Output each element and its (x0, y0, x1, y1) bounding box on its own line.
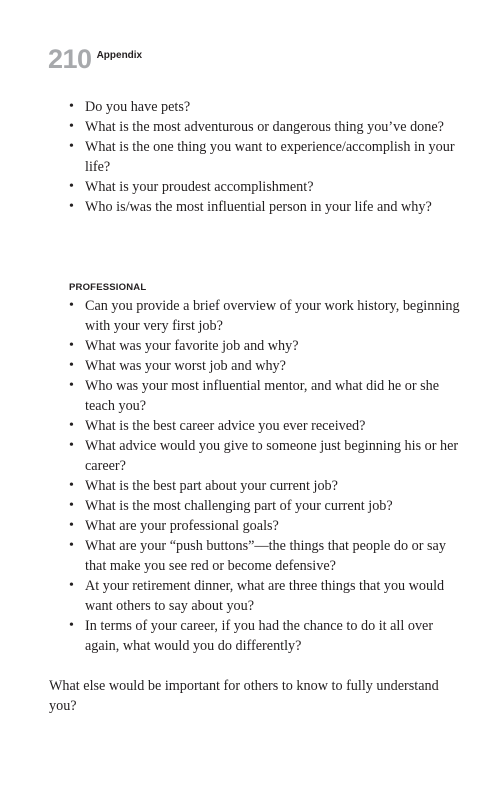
question-text: What is the one thing you want to experience/accomplish in your life? (85, 139, 455, 175)
bullet-icon: • (69, 298, 74, 313)
bullet-icon: • (69, 438, 74, 453)
running-head: Appendix (96, 50, 143, 61)
question-text: What advice would you give to someone just beginning his or her career? (85, 438, 459, 474)
bullet-icon: • (69, 139, 74, 154)
bullet-icon: • (69, 199, 74, 214)
professional-question-list (68, 296, 468, 656)
bullet-icon: • (69, 478, 74, 493)
bullet-icon: • (69, 538, 74, 553)
page-header (48, 44, 142, 75)
bullet-icon: • (69, 119, 74, 134)
closing-question: What else would be important for others to know to fully understand you? (49, 678, 439, 714)
question-text: Can you provide a brief overview of your work history, beginning with your very first job? (85, 298, 460, 334)
question-text: At your retirement dinner, what are three things that you would want others to say about you? (85, 578, 445, 614)
question-text: What was your worst job and why? (85, 358, 286, 374)
bullet-icon: • (69, 378, 74, 393)
bullet-icon: • (69, 338, 74, 353)
question-text: What are your “push buttons”—the things that people do or say that make you see red or become defensive? (85, 538, 446, 574)
bullet-icon: • (69, 179, 74, 194)
question-item (68, 177, 468, 197)
bullet-icon: • (69, 358, 74, 373)
question-item (68, 376, 468, 416)
question-item (68, 516, 468, 536)
question-item (68, 117, 468, 137)
question-item (68, 296, 468, 336)
question-item (68, 496, 468, 516)
bullet-icon: • (69, 518, 74, 533)
section-heading-professional: PROFESSIONAL (69, 282, 147, 293)
question-text: What is your proudest accomplishment? (85, 179, 314, 195)
bullet-icon: • (69, 618, 74, 633)
question-text: What was your favorite job and why? (85, 338, 299, 354)
question-item (68, 436, 468, 476)
question-item (68, 356, 468, 376)
question-text: What is the most adventurous or dangerous thing you’ve done? (85, 119, 444, 135)
question-text: In terms of your career, if you had the chance to do it all over again, what would you do differently? (85, 618, 434, 654)
question-item (68, 616, 468, 656)
question-item (68, 576, 468, 616)
question-item (68, 137, 468, 177)
bullet-icon: • (69, 99, 74, 114)
question-item (68, 197, 468, 217)
question-item (68, 97, 468, 117)
bullet-icon: • (69, 498, 74, 513)
question-text: Who is/was the most influential person in your life and why? (85, 199, 432, 215)
question-item (68, 336, 468, 356)
bullet-icon: • (69, 418, 74, 433)
question-item (68, 536, 468, 576)
question-text: What is the most challenging part of your current job? (85, 498, 393, 514)
question-item (68, 476, 468, 496)
page-number: 210 (48, 44, 92, 74)
question-text: Do you have pets? (85, 99, 191, 115)
question-text: What is the best career advice you ever received? (85, 418, 366, 434)
personal-question-list (68, 97, 468, 217)
question-item (68, 416, 468, 436)
question-text: What is the best part about your current job? (85, 478, 338, 494)
question-text: What are your professional goals? (85, 518, 279, 534)
bullet-icon: • (69, 578, 74, 593)
question-text: Who was your most influential mentor, and what did he or she teach you? (85, 378, 440, 414)
